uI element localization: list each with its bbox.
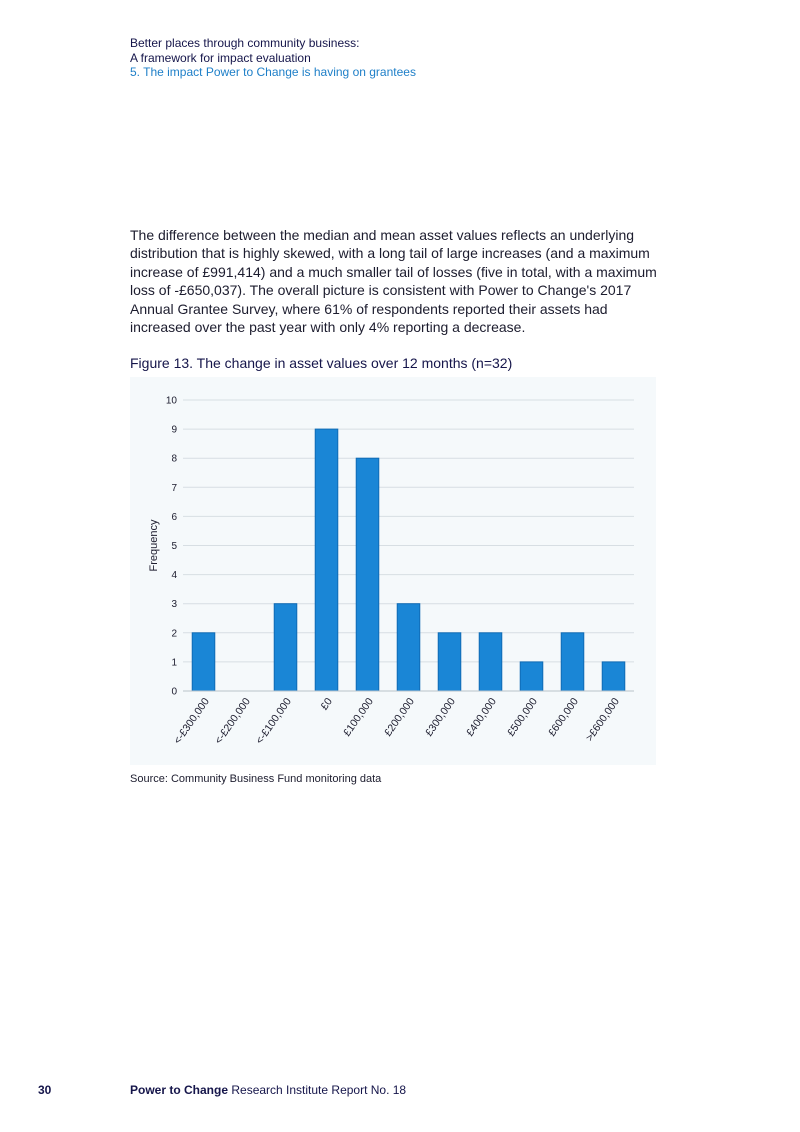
header-title-line2: A framework for impact evaluation xyxy=(130,50,311,65)
running-header xyxy=(130,36,416,80)
bar xyxy=(438,633,461,691)
page-number: 30 xyxy=(38,1083,52,1097)
figure-source: Source: Community Business Fund monitoring data xyxy=(130,773,382,785)
x-tick-label: >£600,000 xyxy=(583,695,622,744)
x-tick-label: <-£200,000 xyxy=(212,695,253,747)
x-tick-label: <-£100,000 xyxy=(253,695,294,747)
y-tick-label: 2 xyxy=(171,628,177,640)
bar xyxy=(315,429,338,691)
x-tick-label: £500,000 xyxy=(505,695,540,739)
bar xyxy=(520,662,543,691)
bar xyxy=(479,633,502,691)
x-tick-label: £200,000 xyxy=(382,695,417,739)
bar xyxy=(356,458,379,691)
y-tick-label: 4 xyxy=(171,570,177,582)
brand-name: Power to Change xyxy=(130,1083,229,1097)
bar xyxy=(602,662,625,691)
x-tick-label: £600,000 xyxy=(546,695,581,739)
x-tick-label: £0 xyxy=(318,695,335,713)
bar xyxy=(192,633,215,691)
bar xyxy=(397,604,420,691)
bar xyxy=(561,633,584,691)
body-paragraph: The difference between the median and mean asset values reflects an underlying distribution that is highly skewed, with a long tail of large increases (and a maximum increase of £991,414) and a much smaller tail of losses (five in total, with a maximum loss of -£650,037). The overall picture is consistent with Power to Change's 2017 Annual Grantee Survey, where 61% of respondents reported their assets had increased over the past year with only 4% reporting a decrease. xyxy=(130,227,657,336)
bar xyxy=(274,604,297,691)
y-tick-label: 9 xyxy=(171,424,177,436)
report-name: Research Institute Report No. 18 xyxy=(228,1083,407,1097)
y-tick-label: 7 xyxy=(171,482,177,494)
figure-caption: Figure 13. The change in asset values over 12 months (n=32) xyxy=(130,355,513,371)
y-tick-label: 6 xyxy=(171,511,177,523)
x-tick-label: £300,000 xyxy=(423,695,458,739)
bar-chart xyxy=(130,377,656,765)
chart-panel xyxy=(130,377,656,765)
y-axis-label: Frequency xyxy=(148,519,160,572)
y-tick-label: 8 xyxy=(171,453,177,465)
header-section: 5. The impact Power to Change is having on grantees xyxy=(130,65,416,79)
header-title-line1: Better places through community business: xyxy=(130,36,360,50)
y-tick-label: 1 xyxy=(171,657,177,669)
y-tick-label: 10 xyxy=(165,395,177,407)
x-tick-label: £100,000 xyxy=(341,695,376,739)
x-tick-label: <-£300,000 xyxy=(171,695,212,747)
report-title xyxy=(130,1083,406,1097)
y-tick-label: 5 xyxy=(171,541,177,552)
y-tick-label: 0 xyxy=(171,686,177,698)
x-tick-label: £400,000 xyxy=(464,695,499,739)
y-tick-label: 3 xyxy=(171,599,177,611)
